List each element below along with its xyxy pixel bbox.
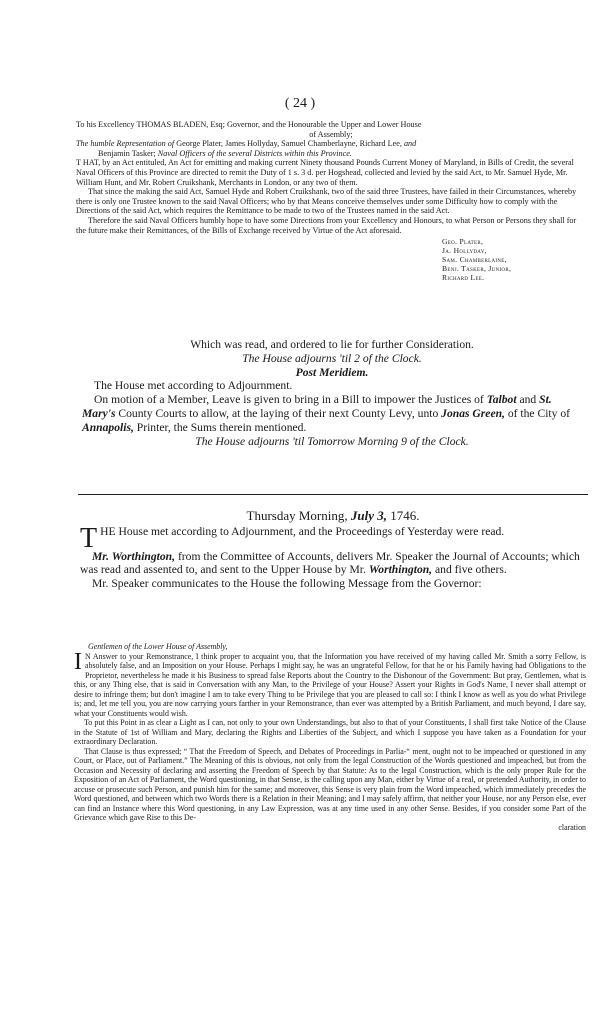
catchword: claration <box>558 822 586 832</box>
page-number: ( 24 ) <box>284 96 316 111</box>
worthington-end: and five others. <box>435 563 507 577</box>
house-met: The House met according to Adjournment. <box>94 379 293 393</box>
representation-and: and <box>403 139 417 149</box>
representation-names: George Plater, James Hollyday, Samuel Chamberlayne, Richard Lee, <box>176 139 402 149</box>
motion-text-c: County Courts to allow, at the laying of their next County Levy, unto <box>118 406 439 420</box>
thursday-met-rest: Yesterday were read. <box>407 524 505 538</box>
representation-heading-2 <box>76 149 586 159</box>
motion-text-a: On motion of a Member, Leave is given to bring in a Bill to impower the Justices of <box>94 393 484 407</box>
motion-green: Jonas Green, <box>441 406 505 420</box>
message-drop-cap: I <box>74 648 82 675</box>
post-meridiem: Post Meridiem. <box>295 365 369 379</box>
rep-paragraph-1-text: T HAT, by an Act entituled, An Act for emitting and making current Ninety thousand Pounds Current Money of Maryland, in Bills of Credit, the several Naval Officers of this Province are directed to remit the Duty of 1 s. 3 d. per Hogshead, collected and levied by the said Act, to Mr. Samuel Hyde, Mr. William Hunt, and Mr. Robert Cruikshank, Merchants in London, or any two of them. <box>76 158 574 187</box>
signature-hollyday: Ja. Hollyday, <box>442 246 487 256</box>
motion-text-e: Printer, the Sums therein mentioned. <box>136 420 307 434</box>
adjourn-tomorrow: The House adjourns 'til Tomorrow Morning 9 of the Clock. <box>195 434 469 448</box>
worthington-text: from the Committee of Accounts, delivers Mr. Speaker the Journal of Accounts; which was read and assented to, and sent to the Upper House by Mr. <box>80 549 580 577</box>
thursday-proceedings <box>80 509 586 590</box>
representation-title: Naval Officers of the several Districts within this Province. <box>157 148 352 158</box>
signature-block <box>442 237 586 282</box>
worthington-paragraph <box>80 550 586 577</box>
drop-cap: T <box>80 522 98 554</box>
representation-prefix: The humble Representation of <box>76 139 175 149</box>
governor-message <box>74 642 586 832</box>
message-paragraph-1 <box>74 648 586 719</box>
motion-talbot: Talbot <box>486 393 517 407</box>
motion-stmarys: St. Mary's <box>82 393 552 420</box>
speaker-communicates: Mr. Speaker communicates to the House the following Message from the Governor: <box>92 576 482 590</box>
address-line-continued: of Assembly; <box>309 129 353 139</box>
message-paragraph-2: To put this Point in as clear a Light as I can, not only to your own Understandings, but also to that of your Constituents, I shall first take Notice of the Clause in the Statute of 1st of William and Mary, declaring the Rights and Liberties of the Subject, and which I suppose you have taken as a Foundation for your extraordinary Declaration. <box>74 718 586 746</box>
worthington-name: Mr. Worthington, <box>92 549 176 563</box>
motion-annapolis: Annapolis, <box>82 420 134 434</box>
afternoon-proceedings <box>82 338 582 448</box>
adjourn-two-oclock: The House adjourns 'til 2 of the Clock. <box>242 351 422 365</box>
rep-paragraph-1 <box>76 158 586 187</box>
signature-tasker: Benj. Tasker, Junior, <box>442 264 512 274</box>
motion-text-b: and <box>519 393 537 407</box>
rep-paragraph-3: Therefore the said Naval Officers humbly hope to have some Directions from your Excellency and Honours, to what Person or Persons they shall for the future make their Remittances, of the Bills of Exchange received by Virtue of the Act aforesaid. <box>76 215 577 235</box>
section-divider <box>78 494 588 495</box>
thursday-met <box>80 522 586 554</box>
signature-lee: Richard Lee. <box>442 273 485 283</box>
address-line: To his Excellency THOMAS BLADEN, Esq; Governor, and the Honourable the Upper and Lower House <box>76 120 422 129</box>
date-year: 1746. <box>390 508 420 523</box>
thursday-met-text: HE House met according to Adjournment, and the Proceedings of <box>100 524 405 538</box>
motion-paragraph <box>82 393 582 434</box>
message-paragraph-1-text: N Answer to your Remonstrance, I think proper to acquaint you, that the Information you have received of my having called Mr. Smith a sorry Fellow, is absolutely false, and an Imposition on your House. Perhaps I might say, he was an ungrateful Fellow, for that he or his Family having had Obligations to the Proprietor, nevertheless he made it his Business to spread false Reports about the Country to the Dishonour of the Government: But pray, Gentlemen, what is this, or any Thing else, that is said in Conversation with any Man, to the Privilege of your House? Assert your Rights in God's Name, I never shall attempt or desire to infringe them; but don't imagine I am to take every Thing to be Privilege that you are pleased to call so: I think I know as well as you do what Privilege is; and, let me tell you, you are now carrying yours farther in your Remonstrance, than ever was attempted by a British Parliament, and much beyond, I dare say, what your Constituents would wish. <box>74 651 586 718</box>
representation-section <box>76 120 586 282</box>
rep-paragraph-2: That since the making the said Act, Samuel Hyde and Robert Cruikshank, two of the said three Trustees, have failed in their Circumstances, whereby there is only one Trustee known to the said Naval Officers; who by that Means conceive themselves under some Difficulty how to comply with the Directions of the said Act, which requires the Remittance to be made to two of the Trustees named in the said Act. <box>76 187 577 216</box>
date-day: Thursday Morning, <box>246 508 348 523</box>
message-paragraph-3: That Clause is thus expressed; “ That the Freedom of Speech, and Debates of Proceedings in Parlia-“ ment, ought not to be impeached or questioned in any Court, or Place, out of Parliament.” The Meaning of this is obvious, not only from the legal Construction of the Words questioned and impeached, but from the Occasion and Necessity of declaring and asserting the Freedom of Speech by that Statute: As to the legal Construction, which is the only proper Rule for the Exposition of an Act of Parliament, the Word questioning, in that Sense, is the calling upon any Man, either by Virtue of a real, or pretended Authority, in order to accuse or prosecute such Person, and punish him for the same; and moreover, this Sense is very plain from the Word impeached, which immediately precedes the Word questioned, and between which two Words there is a Relation in their Meaning; and I may safely affirm, that neither your House, nor any Person else, ever can find an Instance where this Word questioning, in any Law Expression, was at any time used in any other Sense. Besides, if you consider some Part of the Grievance which gave Rise to this De- <box>74 746 586 822</box>
thursday-date <box>80 509 586 523</box>
representation-name-tasker: Benjamin Tasker; <box>98 148 156 158</box>
signature-chamberlaine: Sam. Chamberlaine, <box>442 255 507 265</box>
motion-text-d: of the City of <box>507 406 571 420</box>
message-salutation: Gentlemen of the Lower House of Assembly, <box>88 642 228 651</box>
worthington-name-2: Worthington, <box>368 563 433 577</box>
read-and-ordered: Which was read, and ordered to lie for further Consideration. <box>190 338 474 351</box>
representation-heading <box>76 139 586 149</box>
signature-plater: Geo. Plater, <box>442 237 484 247</box>
date-month: July 3, <box>350 508 387 523</box>
